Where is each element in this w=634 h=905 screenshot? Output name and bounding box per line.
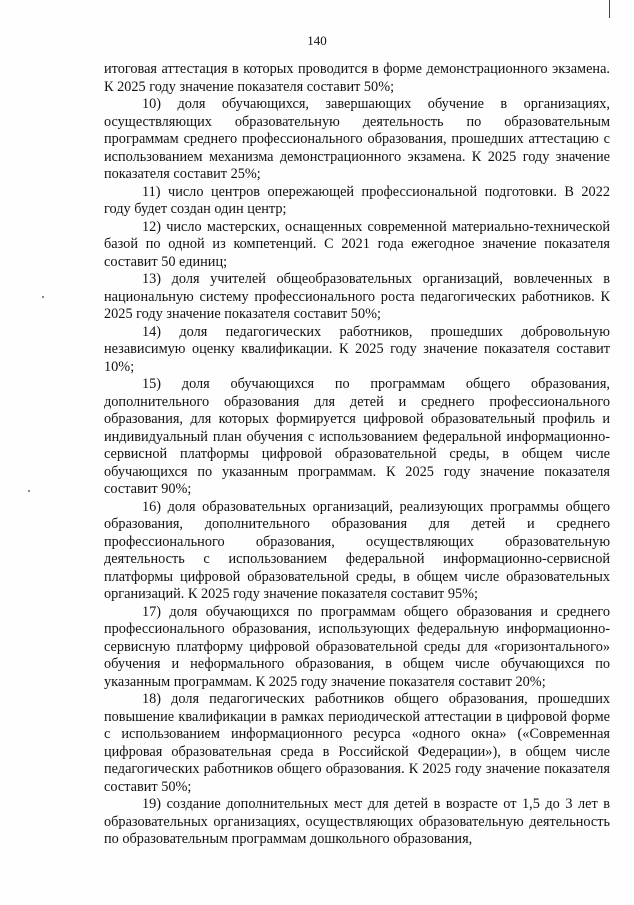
page-number: 140	[307, 33, 327, 48]
scan-speck	[42, 296, 44, 298]
list-item-11: 11) число центров опережающей профессиональной подготовки. В 2022 году будет создан один центр;	[104, 183, 610, 217]
list-item-12: 12) число мастерских, оснащенных современной материально-технической базой по одной из компетенций. С 2021 года ежегодное значение показателя составит 50 единиц;	[104, 218, 610, 270]
scan-speck	[28, 490, 30, 492]
document-body	[104, 61, 610, 849]
list-item-14: 14) доля педагогических работников, прошедших добровольную независимую оценку квалификации. К 2025 году значение показателя составит 10%;	[104, 323, 610, 375]
list-item-17: 17) доля обучающихся по программам общего образования и среднего профессионального образования, использующих федеральную информационно-сервисную платформу цифровой образовательной среды для «горизонтального» обучения и неформального образования, в общем числе обучающихся по указанным программам. К 2025 году значение показателя составит 20%;	[104, 603, 610, 690]
scan-edge-mark	[609, 0, 610, 18]
list-item-15: 15) доля обучающихся по программам общего образования, дополнительного образования для детей и среднего профессионального образования, для которых формируется цифровой образовательный профиль и индивидуальный план обучения с использованием федеральной информационно-сервисной платформы цифровой образовательной среды, в общем числе обучающихся по указанным программам. К 2025 году значение показателя составит 90%;	[104, 376, 610, 497]
list-item-18: 18) доля педагогических работников общего образования, прошедших повышение квалификации в рамках периодической аттестации в цифровой форме с использованием информационного ресурса «одного окна» («Современная цифровая образовательная среда в Российской Федерации»), в общем числе педагогических работников общего образования. К 2025 году значение показателя составит 50%;	[104, 691, 610, 795]
list-item-19: 19) создание дополнительных мест для детей в возрасте от 1,5 до 3 лет в образовательных организациях, осуществляющих образовательную деятельность по образовательным программам дошкольного образования,	[104, 796, 610, 847]
list-item-16: 16) доля образовательных организаций, реализующих программы общего образования, дополнительного образования для детей и среднего профессионального образования, осуществляющих образовательную деятельность с использованием федеральной информационно-сервисной платформы цифровой образовательной среды, в общем числе образовательных организаций. К 2025 году значение показателя составит 95%;	[104, 498, 610, 602]
list-item-10: 10) доля обучающихся, завершающих обучение в организациях, осуществляющих образовательную деятельность по образовательным программам среднего профессионального образования, прошедших аттестацию с использованием механизма демонстрационного экзамена. К 2025 году значение показателя составит 25%;	[104, 96, 610, 182]
list-item-13: 13) доля учителей общеобразовательных организаций, вовлеченных в национальную систему профессионального роста педагогических работников. К 2025 году значение показателя составит 50%;	[104, 271, 610, 322]
paragraph-continuation: итоговая аттестация в которых проводится в форме демонстрационного экзамена. К 2025 году значение показателя составит 50%;	[104, 61, 610, 95]
